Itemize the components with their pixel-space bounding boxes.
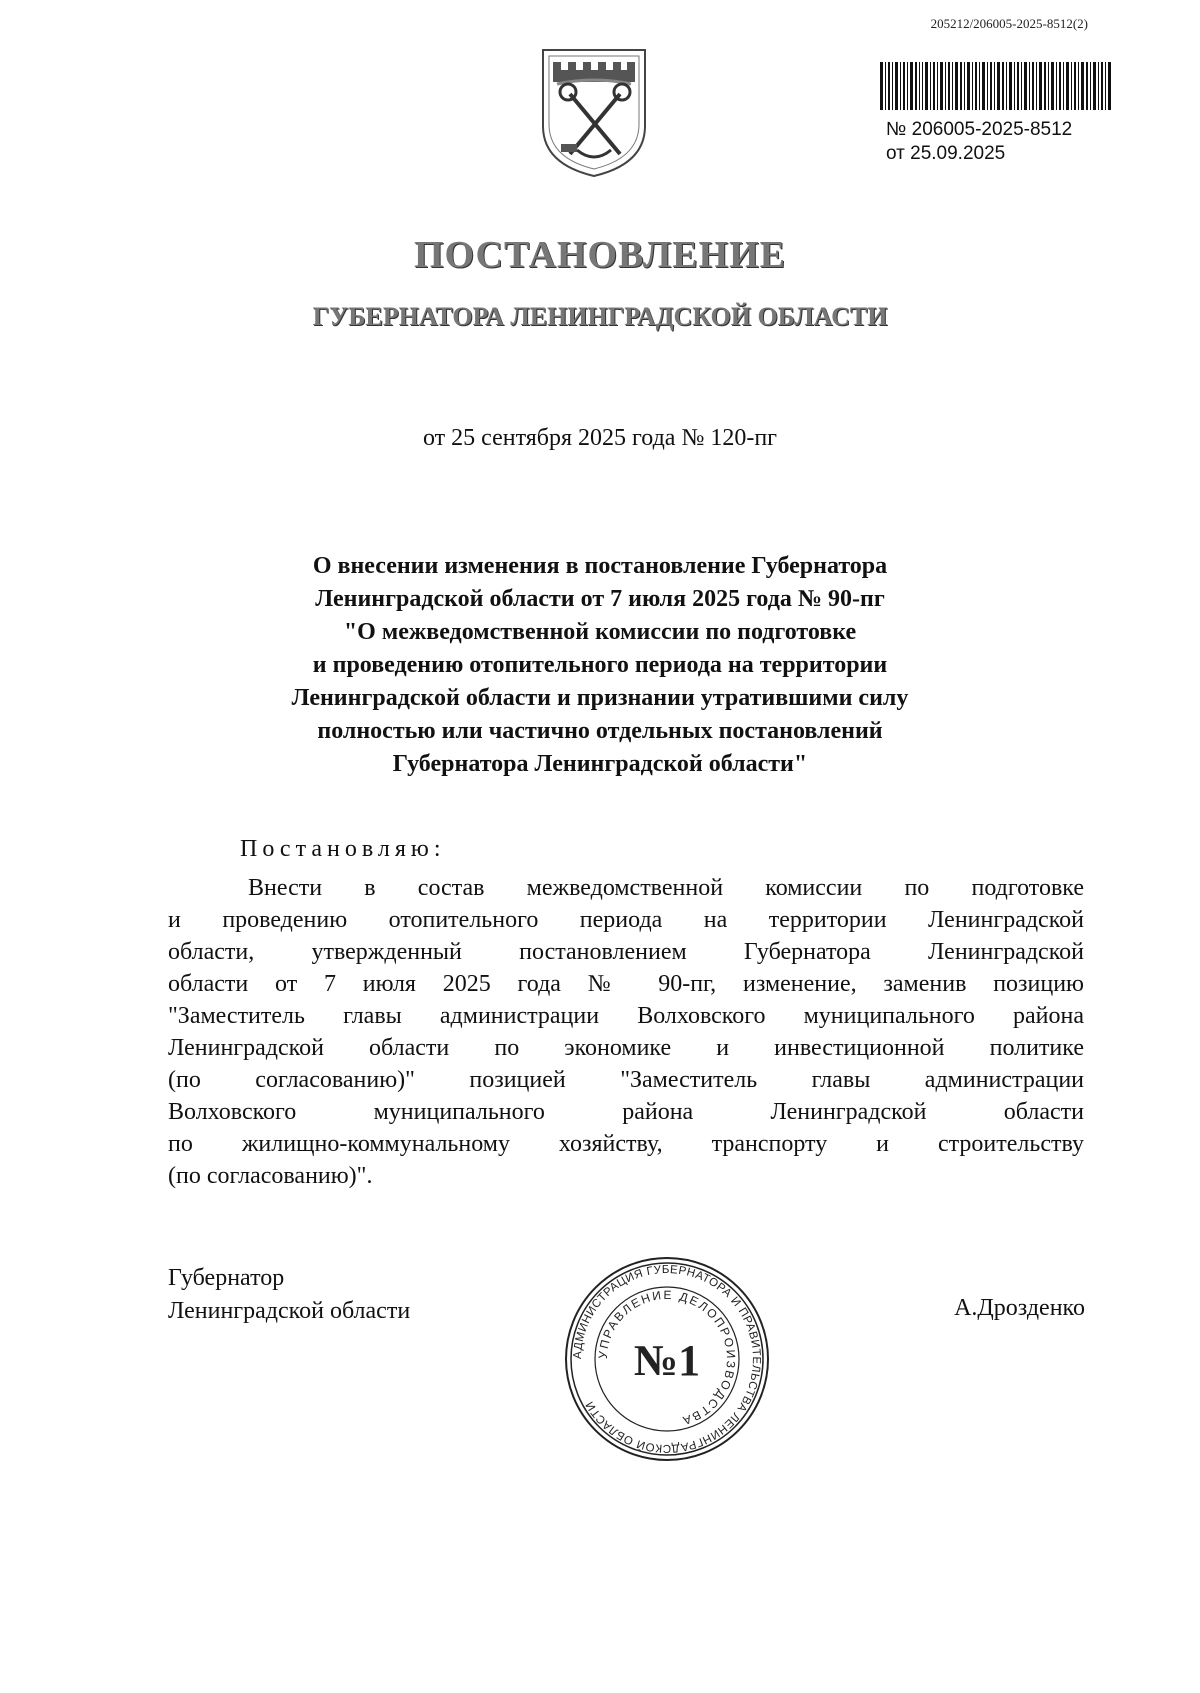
body-line: и проведению отопительного периода на территории Ленинградской (168, 907, 1084, 933)
body-line: (по согласованию)". (168, 1163, 373, 1189)
registration-number: № 206005-2025-8512 (886, 119, 1073, 140)
registration-block (886, 118, 1072, 166)
round-seal-icon (563, 1255, 771, 1463)
body-line: Ленинградской области по экономике и инвестиционной политике (168, 1035, 1084, 1061)
registration-date: от 25.09.2025 (886, 143, 1006, 164)
signatory-name: А.Дрозденко (954, 1295, 1085, 1321)
resolve-label: Постановляю: (240, 836, 446, 862)
signatory-position (168, 1262, 410, 1328)
body-line: (по согласованию)" позицией "Заместитель главы администрации (168, 1067, 1084, 1093)
signatory-position-line: Ленинградской области (168, 1298, 411, 1324)
subject-line: О внесении изменения в постановление Губернатора (312, 553, 888, 579)
document-code: 205212/206005-2025-8512(2) (930, 16, 1088, 31)
body-line: Внести в состав межведомственной комиссии по подготовке (248, 875, 1084, 901)
document-subject (200, 550, 1000, 781)
subject-line: Губернатора Ленинградской области" (392, 751, 808, 777)
body-line: Волховского муниципального района Ленинградской области (168, 1099, 1084, 1125)
subject-line: Ленинградской области и признании утратившими силу (291, 685, 909, 711)
body-paragraph (168, 872, 1084, 1192)
subject-line: и проведению отопительного периода на территории (312, 652, 888, 678)
document-title: ПОСТАНОВЛЕНИЕ (413, 234, 787, 276)
coat-of-arms-icon (535, 46, 653, 180)
subject-line: полностью или частично отдельных постановлений (317, 718, 883, 744)
body-line: по жилищно-коммунальному хозяйству, транспорту и строительству (168, 1131, 1084, 1157)
seal-inner-text: УПРАВЛЕНИЕ ДЕЛОПРОИЗВОДСТВА (595, 1287, 739, 1429)
body-line: области от 7 июля 2025 года № 90-пг, изменение, заменив позицию (168, 971, 1084, 997)
barcode-icon (880, 62, 1112, 110)
subject-line: Ленинградской области от 7 июля 2025 года № 90-пг (315, 586, 885, 612)
document-subtitle: ГУБЕРНАТОРА ЛЕНИНГРАДСКОЙ ОБЛАСТИ (312, 302, 888, 331)
seal-center-number: №1 (633, 1336, 701, 1385)
body-line: "Заместитель главы администрации Волховского муниципального района (168, 1003, 1084, 1029)
document-date-number: от 25 сентября 2025 года № 120-пг (422, 425, 778, 451)
body-line: области, утвержденный постановлением Губернатора Ленинградской (168, 939, 1084, 965)
seal-outer-text: АДМИНИСТРАЦИЯ ГУБЕРНАТОРА И ПРАВИТЕЛЬСТВА ЛЕНИНГРАДСКОЙ ОБЛАСТИ (571, 1263, 763, 1455)
signatory-position-line: Губернатор (168, 1265, 285, 1291)
subject-line: "О межведомственной комиссии по подготовке (343, 619, 857, 645)
